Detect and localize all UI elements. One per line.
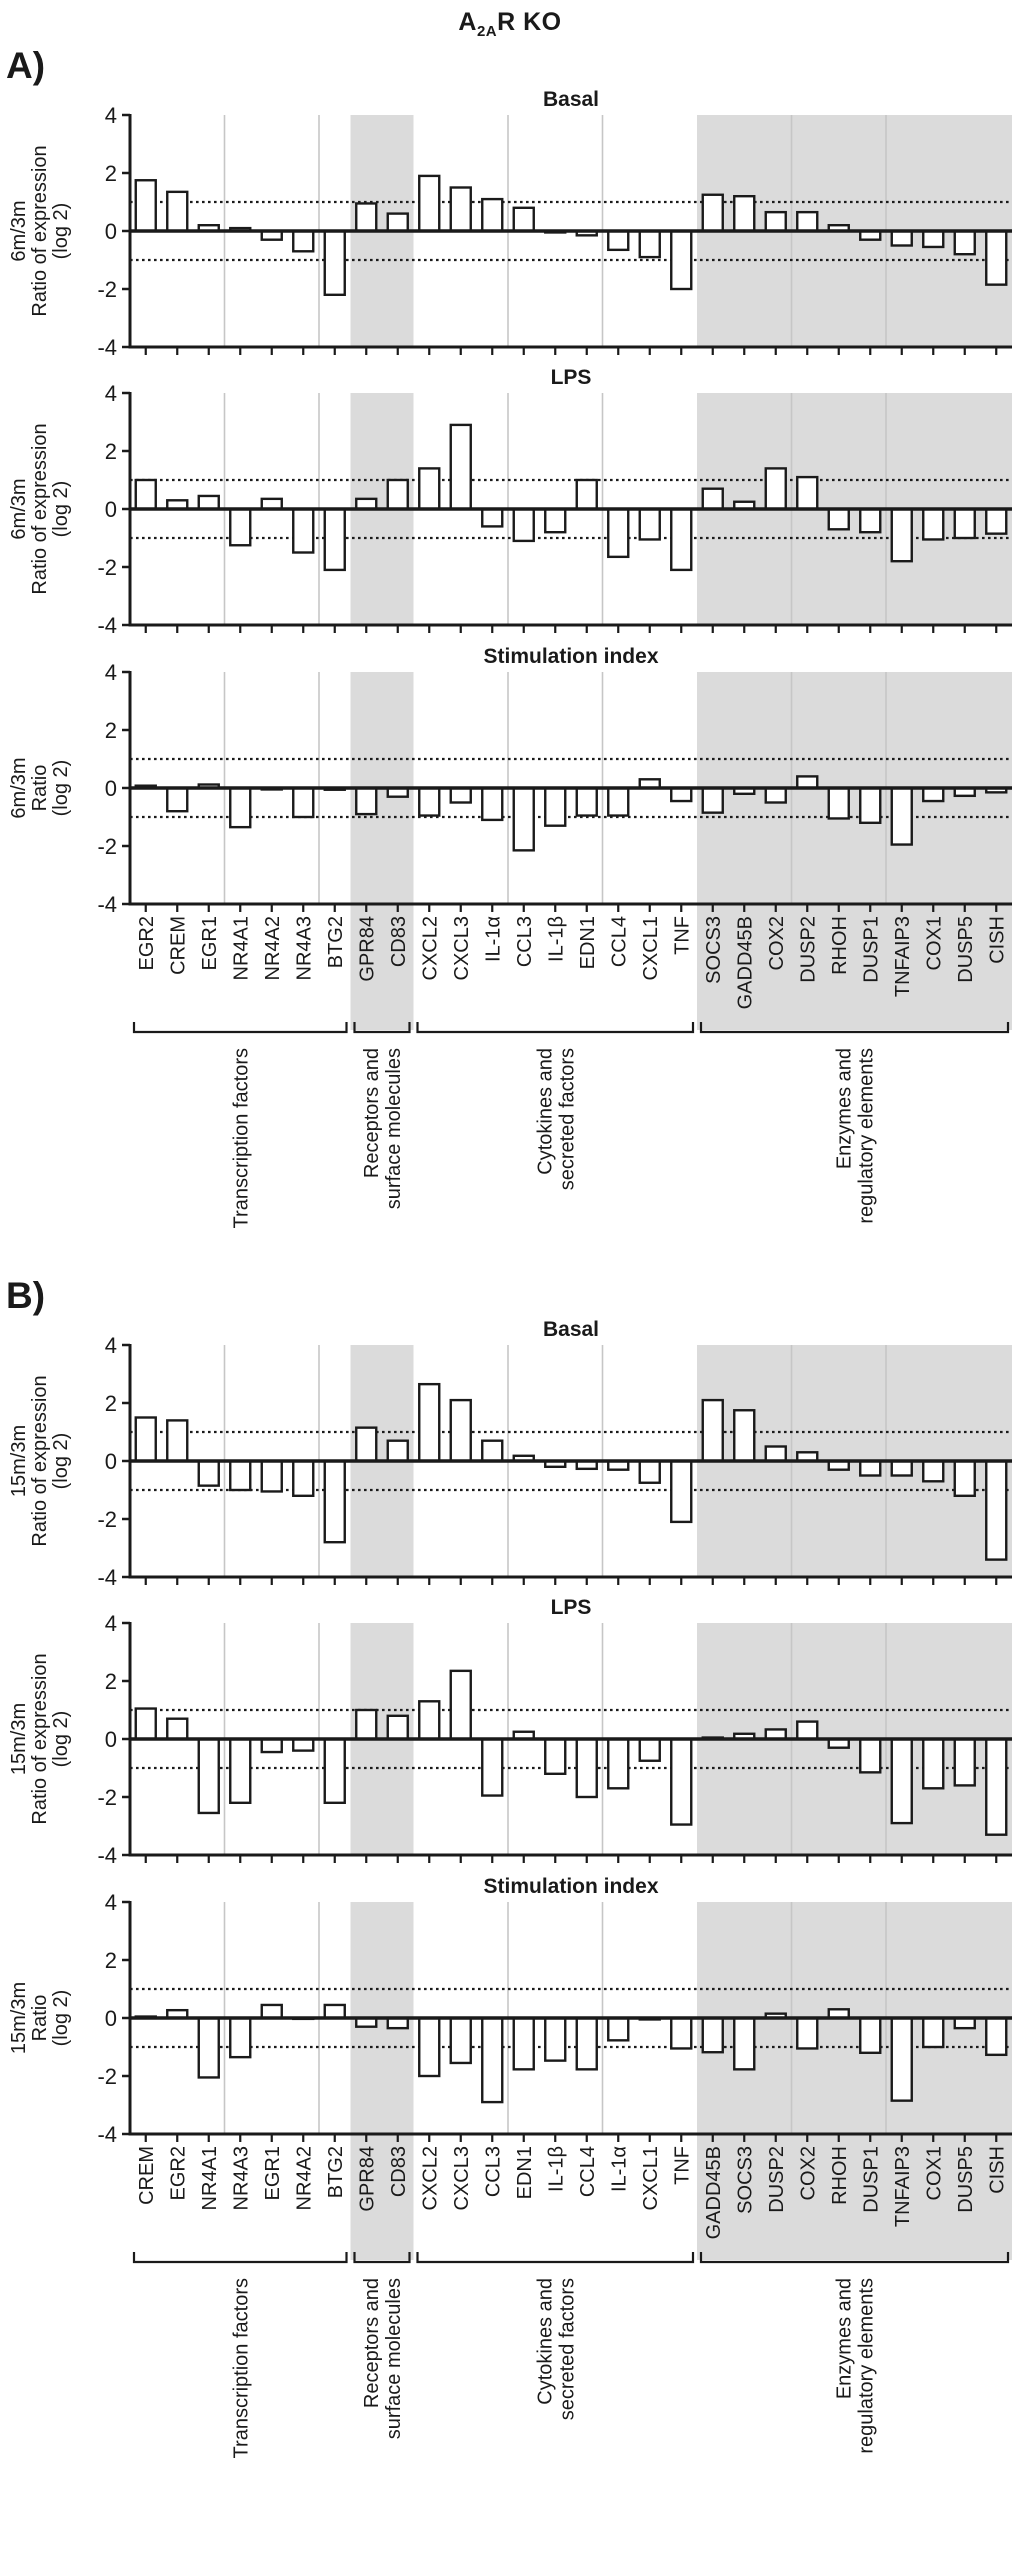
y-tick-label: 2: [104, 1948, 117, 1973]
bar-CCL3: [514, 788, 534, 850]
bar-DUSP1: [860, 1739, 880, 1772]
gene-label-DUSP5: DUSP5: [954, 916, 977, 983]
bar-DUSP1: [860, 2018, 880, 2053]
gene-label-COX2: COX2: [797, 2146, 820, 2201]
gene-label-IL-1α: IL-1α: [608, 2146, 631, 2193]
gene-label-NR4A2: NR4A2: [293, 2146, 316, 2211]
bar-GPR84: [356, 1710, 376, 1739]
y-tick-label: -2: [97, 2064, 117, 2089]
gene-label-CXCL2: CXCL2: [419, 916, 442, 981]
group-label: Enzymes and: [833, 2278, 856, 2400]
y-axis-label-line: 6m/3m: [8, 478, 30, 540]
gene-label-TNF: TNF: [671, 916, 694, 955]
chart-B-3: [8, 1875, 1012, 2147]
bar-IL-1β: [545, 788, 565, 826]
gene-label-IL-1α: IL-1α: [482, 916, 505, 963]
y-tick-label: 2: [104, 718, 117, 743]
group-label: Transcription factors: [230, 2278, 253, 2459]
bar-CCL3: [514, 208, 534, 231]
bar-BTG2: [325, 231, 345, 295]
bar-TNF: [671, 2018, 691, 2048]
figure-title-prefix: A: [458, 8, 477, 36]
bar-RHOH: [829, 788, 849, 818]
bar-CXCL1: [640, 1461, 660, 1483]
bar-GPR84: [356, 1428, 376, 1461]
bar-GPR84: [356, 203, 376, 231]
y-axis-label-line: (log 2): [50, 202, 72, 260]
gene-label-NR4A3: NR4A3: [230, 2146, 253, 2211]
gene-label-RHOH: RHOH: [828, 2146, 851, 2205]
group-label: secreted factors: [556, 2278, 579, 2421]
bar-SOCS3: [734, 2018, 754, 2069]
bar-EGR1: [262, 1739, 282, 1752]
y-tick-label: 0: [104, 1449, 117, 1474]
group-label: surface molecules: [383, 1048, 405, 1210]
bar-CXCL2: [419, 1701, 439, 1739]
y-axis-label-line: Ratio of expression: [29, 145, 51, 317]
bar-CXCL2: [419, 1384, 439, 1461]
y-axis-label-line: (log 2): [50, 1432, 72, 1490]
bar-DUSP1: [860, 788, 880, 823]
bar-CXCL2: [419, 788, 439, 816]
bar-GADD45B: [734, 196, 754, 231]
chart-A-3: [8, 645, 1012, 917]
bar-CCL4: [608, 509, 628, 557]
bar-CXCL3: [451, 188, 471, 232]
bar-DUSP5: [955, 1461, 975, 1496]
bar-CXCL2: [419, 176, 439, 231]
gene-label-CCL4: CCL4: [576, 2146, 599, 2198]
gene-label-COX2: COX2: [765, 916, 788, 971]
bar-EGR1: [262, 1461, 282, 1491]
bar-TNFAIP3: [892, 509, 912, 561]
chart-B-1: [8, 1318, 1012, 1590]
group-label: Receptors and: [361, 2278, 383, 2409]
bar-DUSP2: [797, 776, 817, 788]
bar-EGR2: [167, 1719, 187, 1739]
bar-COX2: [766, 212, 786, 231]
group-bracket: [134, 1022, 347, 1032]
bar-TNFAIP3: [892, 1461, 912, 1476]
gene-label-SOCS3: SOCS3: [702, 916, 725, 984]
y-tick-label: 4: [104, 660, 117, 685]
gene-label-EGR2: EGR2: [135, 916, 158, 971]
bar-TNF: [671, 509, 691, 570]
bar-CXCL1: [640, 509, 660, 539]
y-tick-label: -2: [97, 1507, 117, 1532]
y-tick-label: 4: [104, 1890, 117, 1915]
bar-CREM: [167, 192, 187, 231]
gene-label-EDN1: EDN1: [576, 916, 599, 970]
bar-CREM: [136, 1418, 156, 1462]
gene-label-DUSP1: DUSP1: [860, 2146, 883, 2213]
gene-label-DUSP5: DUSP5: [954, 2146, 977, 2213]
bar-CXCL3: [451, 1400, 471, 1461]
bar-TNFAIP3: [892, 2018, 912, 2101]
bar-CD83: [388, 480, 408, 509]
y-tick-label: -4: [97, 335, 117, 360]
bar-EGR2: [136, 180, 156, 231]
bar-COX1: [923, 509, 943, 539]
y-tick-label: -2: [97, 555, 117, 580]
y-axis-label-line: Ratio of expression: [29, 1375, 51, 1547]
bar-COX1: [923, 1461, 943, 1481]
bar-NR4A1: [199, 1461, 219, 1486]
y-axis-label-line: (log 2): [50, 480, 72, 538]
bar-IL-1α: [608, 1739, 628, 1788]
gene-label-IL-1β: IL-1β: [545, 916, 568, 962]
y-tick-label: 2: [104, 439, 117, 464]
bar-BTG2: [325, 1461, 345, 1542]
bar-IL-1α: [482, 788, 502, 820]
bar-TNF: [671, 788, 691, 801]
bar-GADD45B: [703, 1400, 723, 1461]
bar-EDN1: [577, 480, 597, 509]
bar-EGR2: [136, 480, 156, 509]
bar-SOCS3: [703, 489, 723, 509]
group-label: Receptors and: [361, 1048, 383, 1179]
bar-NR4A3: [230, 1461, 250, 1490]
y-tick-label: 0: [104, 497, 117, 522]
bar-BTG2: [325, 509, 345, 570]
bar-CCL4: [608, 231, 628, 250]
y-tick-label: 4: [104, 103, 117, 128]
bar-CCL4: [577, 1739, 597, 1797]
bar-NR4A3: [230, 1739, 250, 1803]
gene-label-CXCL3: CXCL3: [450, 916, 473, 981]
bar-SOCS3: [703, 788, 723, 813]
gene-label-GPR84: GPR84: [356, 916, 379, 982]
y-tick-label: -4: [97, 1843, 117, 1868]
gene-label-IL-1β: IL-1β: [545, 2146, 568, 2192]
group-label: Cytokines and: [534, 2278, 557, 2405]
figure-title-subscript: 2A: [476, 23, 498, 40]
group-label: secreted factors: [556, 1048, 579, 1191]
y-tick-label: -4: [97, 892, 117, 917]
bar-DUSP1: [860, 509, 880, 532]
bar-DUSP2: [797, 477, 817, 509]
bar-TNF: [671, 1739, 691, 1825]
bar-IL-1β: [545, 1739, 565, 1774]
bar-CCL3: [514, 509, 534, 541]
bar-CXCL3: [451, 425, 471, 509]
y-axis-label-line: 15m/3m: [8, 1702, 30, 1776]
gene-label-CXCL1: CXCL1: [639, 2146, 662, 2211]
y-tick-label: 2: [104, 161, 117, 186]
bar-TNFAIP3: [892, 788, 912, 845]
chart-A-1: [8, 88, 1012, 360]
gene-label-EGR1: EGR1: [198, 916, 221, 971]
gene-label-CD83: CD83: [387, 916, 410, 968]
bar-CCL4: [577, 2018, 597, 2069]
chart-A-2: [8, 366, 1012, 638]
y-axis-label-line: (log 2): [50, 1989, 72, 2047]
bar-EDN1: [514, 2018, 534, 2069]
gene-label-GPR84: GPR84: [356, 2146, 379, 2212]
gene-label-CXCL1: CXCL1: [639, 916, 662, 981]
bar-CCL3: [482, 1441, 502, 1461]
y-axis-label-line: (log 2): [50, 759, 72, 817]
gene-label-CCL4: CCL4: [608, 916, 631, 968]
group-label: surface molecules: [383, 2278, 405, 2440]
bar-IL-1α: [482, 199, 502, 231]
bar-NR4A3: [293, 788, 313, 817]
bar-TNFAIP3: [892, 231, 912, 246]
chart-B-2: [8, 1596, 1012, 1868]
gene-label-DUSP1: DUSP1: [860, 916, 883, 983]
y-tick-label: 0: [104, 776, 117, 801]
chart-title: LPS: [550, 1596, 592, 1619]
gene-label-COX1: COX1: [923, 2146, 946, 2201]
y-axis-label-line: 15m/3m: [8, 1981, 30, 2055]
gene-label-NR4A2: NR4A2: [261, 916, 284, 981]
gene-label-CCL3: CCL3: [482, 2146, 505, 2198]
bar-NR4A3: [293, 509, 313, 553]
bar-CISH: [986, 2018, 1006, 2055]
chart-title: Stimulation index: [483, 1875, 659, 1898]
bar-COX2: [766, 788, 786, 803]
bar-EDN1: [577, 788, 597, 816]
group-label: regulatory elements: [855, 1048, 878, 1224]
gene-label-EGR1: EGR1: [261, 2146, 284, 2201]
gene-label-DUSP2: DUSP2: [765, 2146, 788, 2213]
bar-RHOH: [829, 509, 849, 529]
bar-COX2: [797, 2018, 817, 2048]
panel-b-figure: [0, 1270, 1020, 2500]
y-axis-label-line: Ratio: [29, 1994, 51, 2042]
gene-label-COX1: COX1: [923, 916, 946, 971]
y-axis-label-line: (log 2): [50, 1710, 72, 1768]
gene-label-CREM: CREM: [135, 2146, 158, 2205]
panel-label: A): [6, 45, 46, 86]
bar-CISH: [986, 1739, 1006, 1835]
bar-CD83: [388, 1441, 408, 1461]
panel-a-figure: [0, 40, 1020, 1270]
gene-label-CD83: CD83: [387, 2146, 410, 2198]
group-bracket: [418, 1022, 694, 1032]
y-tick-label: 2: [104, 1669, 117, 1694]
chart-title: Basal: [542, 88, 600, 111]
bar-GADD45B: [703, 2018, 723, 2052]
y-tick-label: 4: [104, 381, 117, 406]
gene-label-BTG2: BTG2: [324, 2146, 347, 2199]
bar-IL-1α: [608, 2018, 628, 2040]
y-axis-label-line: 6m/3m: [8, 757, 30, 819]
figure-title: [0, 0, 1020, 40]
bar-CCL4: [608, 788, 628, 816]
bar-NR4A1: [230, 788, 250, 827]
bar-EGR2: [167, 1420, 187, 1461]
bar-CCL3: [482, 1739, 502, 1796]
chart-title: Basal: [542, 1318, 600, 1341]
bar-CXCL2: [419, 2018, 439, 2076]
chart-title: LPS: [550, 366, 592, 389]
bar-CXCL1: [640, 231, 660, 257]
gene-label-EDN1: EDN1: [513, 2146, 536, 2200]
gene-label-TNFAIP3: TNFAIP3: [891, 916, 914, 998]
gene-label-CREM: CREM: [167, 916, 190, 975]
y-axis-label-line: 15m/3m: [8, 1424, 30, 1498]
bar-NR4A3: [293, 231, 313, 251]
bar-EGR1: [262, 2005, 282, 2018]
bar-CREM: [167, 788, 187, 811]
bar-NR4A1: [230, 509, 250, 545]
bar-IL-1β: [545, 2018, 565, 2061]
gene-label-CCL3: CCL3: [513, 916, 536, 968]
gene-label-NR4A1: NR4A1: [230, 916, 253, 981]
y-tick-label: 0: [104, 2006, 117, 2031]
bar-DUSP1: [860, 1461, 880, 1476]
bar-SOCS3: [703, 195, 723, 231]
bar-NR4A2: [293, 1461, 313, 1496]
bar-CD83: [388, 214, 408, 231]
bar-DUSP5: [955, 1739, 975, 1785]
bar-CXCL3: [451, 1671, 471, 1739]
y-tick-label: 4: [104, 1333, 117, 1358]
y-tick-label: 0: [104, 1727, 117, 1752]
gene-label-CISH: CISH: [986, 2146, 1009, 2194]
bar-NR4A1: [199, 2018, 219, 2077]
gene-label-NR4A3: NR4A3: [293, 916, 316, 981]
gene-label-EGR2: EGR2: [167, 2146, 190, 2201]
y-tick-label: -4: [97, 1565, 117, 1590]
bar-SOCS3: [734, 1410, 754, 1461]
bar-IL-1β: [545, 509, 565, 532]
y-axis-label-line: Ratio: [29, 764, 51, 812]
group-label: Cytokines and: [534, 1048, 557, 1175]
bar-CXCL3: [451, 788, 471, 803]
bar-EGR1: [199, 496, 219, 509]
y-tick-label: -4: [97, 613, 117, 638]
gene-label-TNFAIP3: TNFAIP3: [891, 2146, 914, 2228]
bar-CISH: [986, 231, 1006, 285]
bar-COX1: [923, 2018, 943, 2047]
bar-CXCL1: [640, 1739, 660, 1761]
group-label: Transcription factors: [230, 1048, 253, 1229]
gene-label-CXCL3: CXCL3: [450, 2146, 473, 2211]
bar-IL-1α: [482, 509, 502, 526]
y-tick-label: 2: [104, 1391, 117, 1416]
gene-label-DUSP2: DUSP2: [797, 916, 820, 983]
panel-label: B): [6, 1275, 46, 1316]
gene-label-BTG2: BTG2: [324, 916, 347, 969]
bar-COX2: [766, 468, 786, 509]
bar-COX1: [923, 788, 943, 801]
bar-DUSP2: [766, 1447, 786, 1462]
bar-CXCL2: [419, 468, 439, 509]
bar-DUSP5: [955, 509, 975, 538]
bar-CISH: [986, 509, 1006, 534]
y-tick-label: -2: [97, 834, 117, 859]
bar-COX1: [923, 231, 943, 247]
bar-CISH: [986, 1461, 1006, 1560]
bar-TNF: [671, 231, 691, 289]
bar-COX2: [797, 1722, 817, 1739]
bar-BTG2: [325, 2005, 345, 2018]
bar-CXCL3: [451, 2018, 471, 2063]
bar-NR4A3: [230, 2018, 250, 2057]
y-tick-label: -4: [97, 2122, 117, 2147]
bar-CREM: [136, 1709, 156, 1739]
bar-CD83: [388, 1716, 408, 1739]
group-label: Enzymes and: [833, 1048, 856, 1170]
y-tick-label: -2: [97, 1785, 117, 1810]
y-tick-label: 0: [104, 219, 117, 244]
gene-label-SOCS3: SOCS3: [734, 2146, 757, 2214]
bar-BTG2: [325, 1739, 345, 1803]
bar-NR4A1: [199, 1739, 219, 1813]
bar-TNFAIP3: [892, 1739, 912, 1823]
y-axis-label-line: Ratio of expression: [29, 423, 51, 595]
bar-COX1: [923, 1739, 943, 1788]
bar-GPR84: [356, 788, 376, 814]
bar-DUSP5: [955, 231, 975, 254]
bar-CCL3: [482, 2018, 502, 2102]
gene-label-CXCL2: CXCL2: [419, 2146, 442, 2211]
gene-label-CISH: CISH: [986, 916, 1009, 964]
gene-label-GADD45B: GADD45B: [702, 2146, 725, 2240]
y-axis-label-line: Ratio of expression: [29, 1653, 51, 1825]
group-bracket: [418, 2252, 694, 2262]
bar-NR4A2: [293, 1739, 313, 1751]
y-axis-label-line: 6m/3m: [8, 200, 30, 262]
gene-label-TNF: TNF: [671, 2146, 694, 2185]
bar-DUSP2: [797, 212, 817, 231]
group-bracket: [134, 2252, 347, 2262]
figure-title-suffix: R KO: [497, 8, 562, 36]
gene-label-RHOH: RHOH: [828, 916, 851, 975]
gene-label-GADD45B: GADD45B: [734, 916, 757, 1010]
y-tick-label: -2: [97, 277, 117, 302]
group-label: regulatory elements: [855, 2278, 878, 2454]
y-tick-label: 4: [104, 1611, 117, 1636]
bar-TNF: [671, 1461, 691, 1522]
gene-label-NR4A1: NR4A1: [198, 2146, 221, 2211]
chart-title: Stimulation index: [483, 645, 659, 668]
